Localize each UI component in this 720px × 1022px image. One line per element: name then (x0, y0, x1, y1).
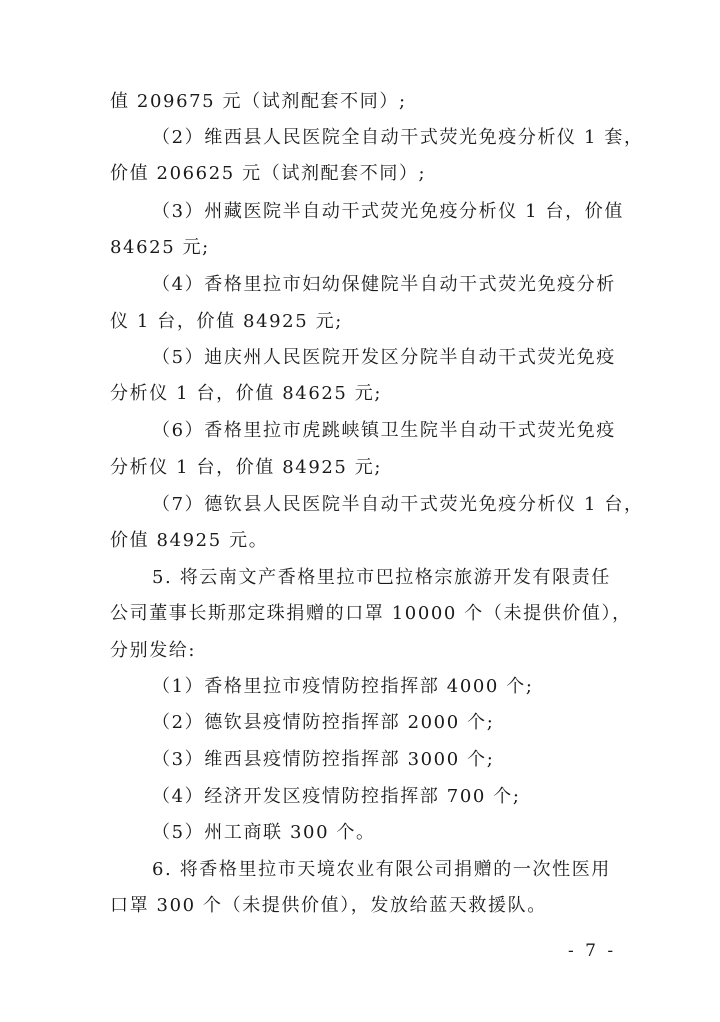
text-line: 5. 将云南文产香格里拉市巴拉格宗旅游开发有限责任 (152, 567, 611, 588)
text-line: 仪 1 台，价值 84925 元; (110, 311, 343, 332)
text-line: （4）香格里拉市妇幼保健院半自动干式荧光免疫分析 (152, 274, 616, 295)
text-line: 值 209675 元（试剂配套不同）; (110, 91, 407, 112)
text-line: 分别发给: (110, 640, 197, 661)
text-line: 分析仪 1 台，价值 84625 元; (110, 383, 383, 404)
text-line: （5）州工商联 300 个。 (152, 822, 376, 843)
text-line: 84625 元; (110, 237, 210, 258)
page-number: - 7 - (568, 941, 617, 961)
text-line: 价值 84925 元。 (110, 530, 269, 551)
text-line: （2）维西县人民医院全自动干式荧光免疫分析仪 1 套， (152, 127, 644, 148)
text-line: （6）香格里拉市虎跳峡镇卫生院半自动干式荧光免疫 (152, 420, 616, 441)
text-line: 价值 206625 元（试剂配套不同）; (110, 163, 427, 184)
text-line: （1）香格里拉市疫情防控指挥部 4000 个; (152, 676, 534, 697)
text-line: 分析仪 1 台，价值 84925 元; (110, 457, 383, 478)
text-line: （5）迪庆州人民医院开发区分院半自动干式荧光免疫 (152, 347, 616, 368)
text-line: 口罩 300 个（未提供价值），发放给蓝天救援队。 (110, 895, 547, 916)
text-line: （7）德钦县人民医院半自动干式荧光免疫分析仪 1 台， (152, 494, 644, 515)
text-line: （4）经济开发区疫情防控指挥部 700 个; (152, 786, 521, 807)
text-line: 6. 将香格里拉市天境农业有限公司捐赠的一次性医用 (152, 859, 611, 880)
text-line: 公司董事长斯那定珠捐赠的口罩 10000 个（未提供价值）， (110, 603, 632, 624)
text-line: （3）州藏医院半自动干式荧光免疫分析仪 1 台，价值 (152, 201, 624, 222)
text-line: （2）德钦县疫情防控指挥部 2000 个; (152, 712, 495, 733)
text-line: （3）维西县疫情防控指挥部 3000 个; (152, 749, 495, 770)
